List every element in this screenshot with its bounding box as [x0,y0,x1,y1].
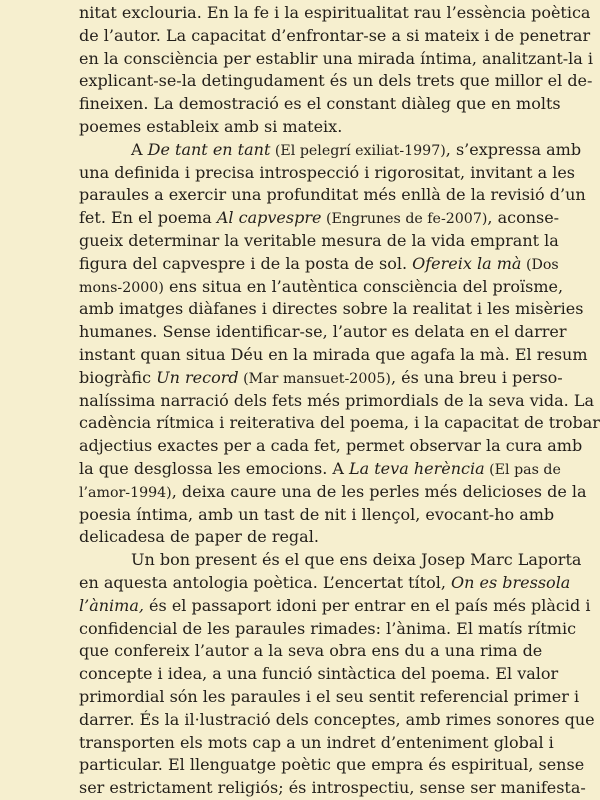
text-line [79,412,600,435]
text-run: fet. En el poema [79,208,217,228]
work-reference: mons-2000) [79,279,164,296]
text-line [79,618,577,641]
work-title: Al capvespre [216,208,322,228]
text-run: , s’expressa amb [445,139,582,159]
text-run: delicadesa de paper de regal. [79,527,319,547]
text-line [79,139,582,162]
text-line [79,25,591,48]
work-title: On es bressola [451,572,571,592]
text-line [79,504,555,527]
text-line [79,481,587,504]
text-run: adjectius exactes per a cada fet, permet observar la cura amb [79,436,583,456]
text-line [79,298,584,321]
text-line [79,2,591,25]
work-reference: l’amor-1994) [79,484,172,501]
text-run: , deixa caure una de les perles més delicioses de la [171,481,587,501]
text-line [79,572,571,595]
text-line [79,207,560,230]
text-line [79,526,527,549]
text-run: explicant-se-la detingudament és un dels trets que millor el de- [79,71,593,91]
text-run: és el passaport idoni per entrar en el país més plàcid i [143,595,591,615]
text-run: fineixen. La demostració es el constant diàleg que en molts [79,94,561,114]
text-run: poemes estableix amb si mateix. [79,116,343,136]
body-text [79,2,600,800]
text-line [79,640,543,663]
text-line [79,48,594,71]
text-line [79,116,527,139]
text-line [79,184,586,207]
text-run: en aquesta antologia poètica. L’encertat títol, [79,572,451,592]
text-run: transporten els mots cap a un indret d’enteniment global i [79,732,554,752]
text-line [79,549,582,572]
text-run: ens situa en l’autèntica consciència del proïsme, [163,276,564,296]
text-line [79,93,561,116]
text-run: concepte i idea, a una funció sintàctica del poema. El valor [79,664,559,684]
text-run: darrer. És la il·lustració dels conceptes, amb rimes sonores que [79,709,595,729]
text-line [79,367,563,390]
text-line [79,709,595,732]
text-run: paraules a exercir una profunditat més enllà de la revisió d’un [79,185,586,205]
text-line [79,276,564,299]
work-reference: (Mar mansuet-2005) [238,370,391,387]
text-run: primordial són les paraules i el seu sentit referencial primer i [79,686,580,706]
text-run: biogràfic [79,367,157,387]
text-line [79,777,586,800]
text-run: confidencial de les paraules rimades: l’ànima. El matís rítmic [79,618,577,638]
text-line [79,458,561,481]
work-title: De tant en tant [147,139,271,159]
text-run: una definida i precisa introspecció i rigorositat, invitant a les [79,162,576,182]
text-run: humanes. Sense identificar-se, l’autor es delata en el darrer [79,322,567,342]
text-run: en la consciència per establir una mirada íntima, analitzant-la i [79,48,594,68]
text-run: amb imatges diàfanes i directes sobre la realitat i les misèries [79,299,584,319]
text-run: , aconse- [487,208,560,228]
text-run: nitat exclouria. En la fe i la espiritualitat rau l’essència poètica [79,3,591,22]
text-line [79,162,576,185]
text-line [79,321,567,344]
text-run: cadència rítmica i reiterativa del poema, i la capacitat de trobar [79,413,600,433]
work-title: Un record [156,367,239,387]
text-line [79,686,580,709]
text-run: A [131,139,148,159]
text-run: de l’autor. La capacitat d’enfrontar-se a si mateix i de penetrar [79,25,591,45]
text-line [79,230,559,253]
text-run: la que desglossa les emocions. A [79,458,349,478]
text-run: figura del capvespre i de la posta de sol. [79,253,413,273]
text-run: instant quan situa Déu en la mirada que agafa la mà. El resum [79,344,588,364]
text-line [79,435,583,458]
text-line [79,344,588,367]
text-line [79,732,554,755]
work-title: Ofereix la mà [412,253,522,273]
text-run: Un bon present és el que ens deixa Josep Marc Laporta [131,550,582,570]
text-run: que confereix l’autor a la seva obra ens du a una rima de [79,641,543,661]
text-line [79,390,594,413]
text-line [79,253,559,276]
text-run: gueix determinar la veritable mesura de la vida emprant la [79,230,559,250]
text-line [79,754,585,777]
work-reference: (Engrunes de fe-2007) [321,211,488,228]
text-run: nalíssima narració dels fets més primordials de la seva vida. La [79,390,594,410]
work-reference: (Dos [521,256,559,273]
text-line [79,70,593,93]
text-line [79,663,559,686]
work-reference: (El pas de [484,461,561,478]
text-run: poesia íntima, amb un tast de nit i llençol, evocant-ho amb [79,504,555,524]
text-line [79,595,591,618]
text-run: , és una breu i perso- [390,367,563,387]
text-run: particular. El llenguatge poètic que empra és espiritual, sense [79,755,585,775]
work-title: La teva herència [349,458,485,478]
work-reference: (El pelegrí exiliat-1997) [270,142,446,159]
text-run: ser estrictament religiós; és introspectiu, sense ser manifesta- [79,778,586,798]
work-title: l’ànima, [79,595,144,615]
